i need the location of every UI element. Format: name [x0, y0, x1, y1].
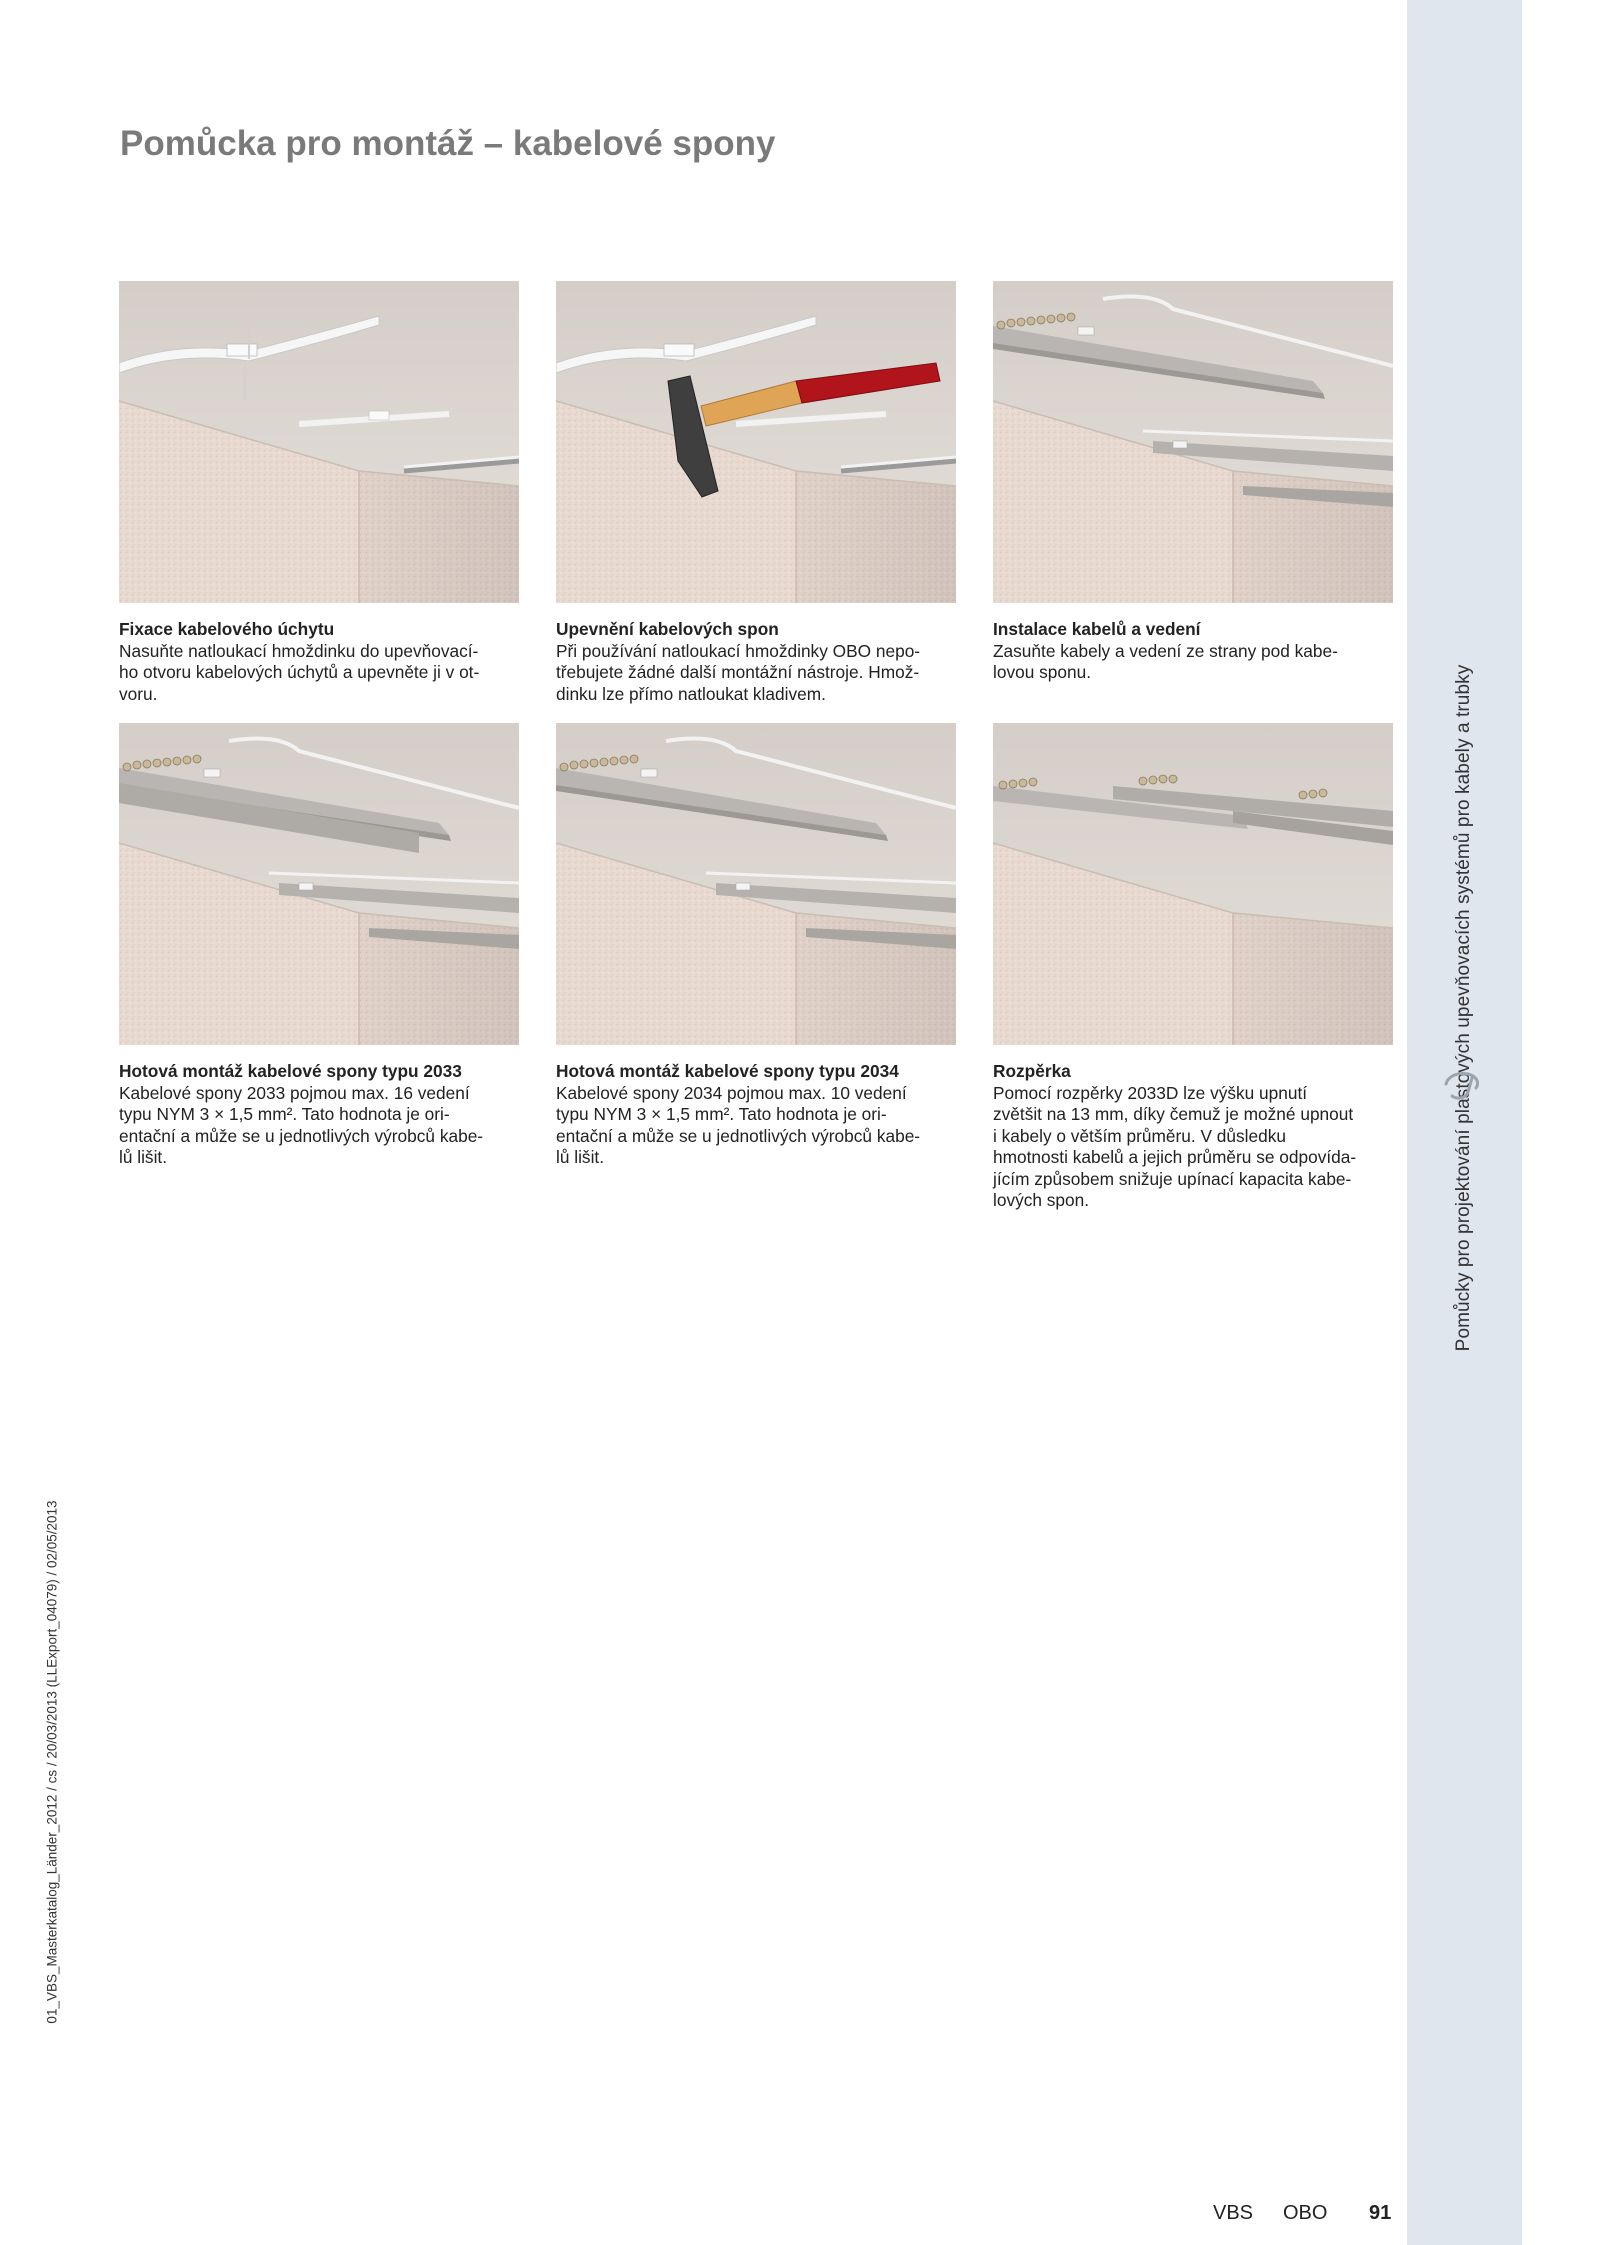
- photo-clip-fixation: [119, 281, 519, 603]
- panel-title: Upevnění kabelových spon: [556, 619, 779, 639]
- panel-body: Kabelové spony 2034 pojmou max. 10 vedení typu NYM 3 × 1,5 mm². Tato hodnota je ori- entační a může se u jednotlivých výrobců kabe- lů lišit.: [556, 1082, 921, 1167]
- sidebar-section-label: Pomůcky pro projektování plastových upevňovacích systémů pro kabely a trubky: [1453, 664, 1474, 1352]
- page-title: Pomůcka pro montáž – kabelové spony: [120, 124, 776, 163]
- vertical-print-info: 01_VBS_Masterkatalog_Länder_2012 / cs / 20/03/2013 (LLExport_04079) / 02/05/2013: [44, 1500, 60, 2024]
- panel-fixation: [119, 281, 519, 705]
- panel-title: Hotová montáž kabelové spony typu 2034: [556, 1061, 899, 1081]
- panel-spacer: [993, 723, 1393, 1212]
- panel-body: Při používání natloukací hmoždinky OBO nepo- třebujete žádné další montážní nástroje. Hmož- dinku lze přímo natloukat kladivem.: [556, 640, 921, 704]
- photo-hammer-fastening: [556, 281, 956, 603]
- panel-title: Instalace kabelů a vedení: [993, 619, 1201, 639]
- footer-brand-obo: OBO: [1283, 2202, 1328, 2224]
- panel-title: Fixace kabelového úchytu: [119, 619, 335, 639]
- photo-spacer: [993, 723, 1393, 1045]
- photo-mounted-2034: [556, 723, 956, 1045]
- panel-type-2033: [119, 723, 519, 1169]
- footer-brand-vbs: VBS: [1213, 2202, 1254, 2224]
- panel-title: Rozpěrka: [993, 1061, 1071, 1081]
- photo-mounted-2033: [119, 723, 519, 1045]
- panel-body: Nasuňte natloukací hmoždinku do upevňovací- ho otvoru kabelových úchytů a upevněte ji v ot- voru.: [119, 640, 480, 704]
- panel-title: Hotová montáž kabelové spony typu 2033: [119, 1061, 462, 1081]
- panel-fastening: [556, 281, 956, 705]
- panel-cable-install: [993, 281, 1393, 684]
- panel-body: Kabelové spony 2033 pojmou max. 16 vedení typu NYM 3 × 1,5 mm². Tato hodnota je ori- entační a může se u jednotlivých výrobců kabe- lů lišit.: [119, 1082, 484, 1167]
- obo-swirl-icon: [1442, 1068, 1484, 1102]
- page-number: 91: [1369, 2202, 1392, 2224]
- panel-type-2034: [556, 723, 956, 1169]
- panel-body: Zasuňte kabely a vedení ze strany pod kabe- lovou sponu.: [993, 640, 1338, 682]
- photo-cable-installation: [993, 281, 1393, 603]
- panel-body: Pomocí rozpěrky 2033D lze výšku upnutí zvětšit na 13 mm, díky čemuž je možné upnout i kabely o větším průměru. V důsledku hmotnosti kabelů a jejich průměru se odpovída- jícím způsobem snižuje upínací kapacita kabe- lových spon.: [993, 1082, 1357, 1210]
